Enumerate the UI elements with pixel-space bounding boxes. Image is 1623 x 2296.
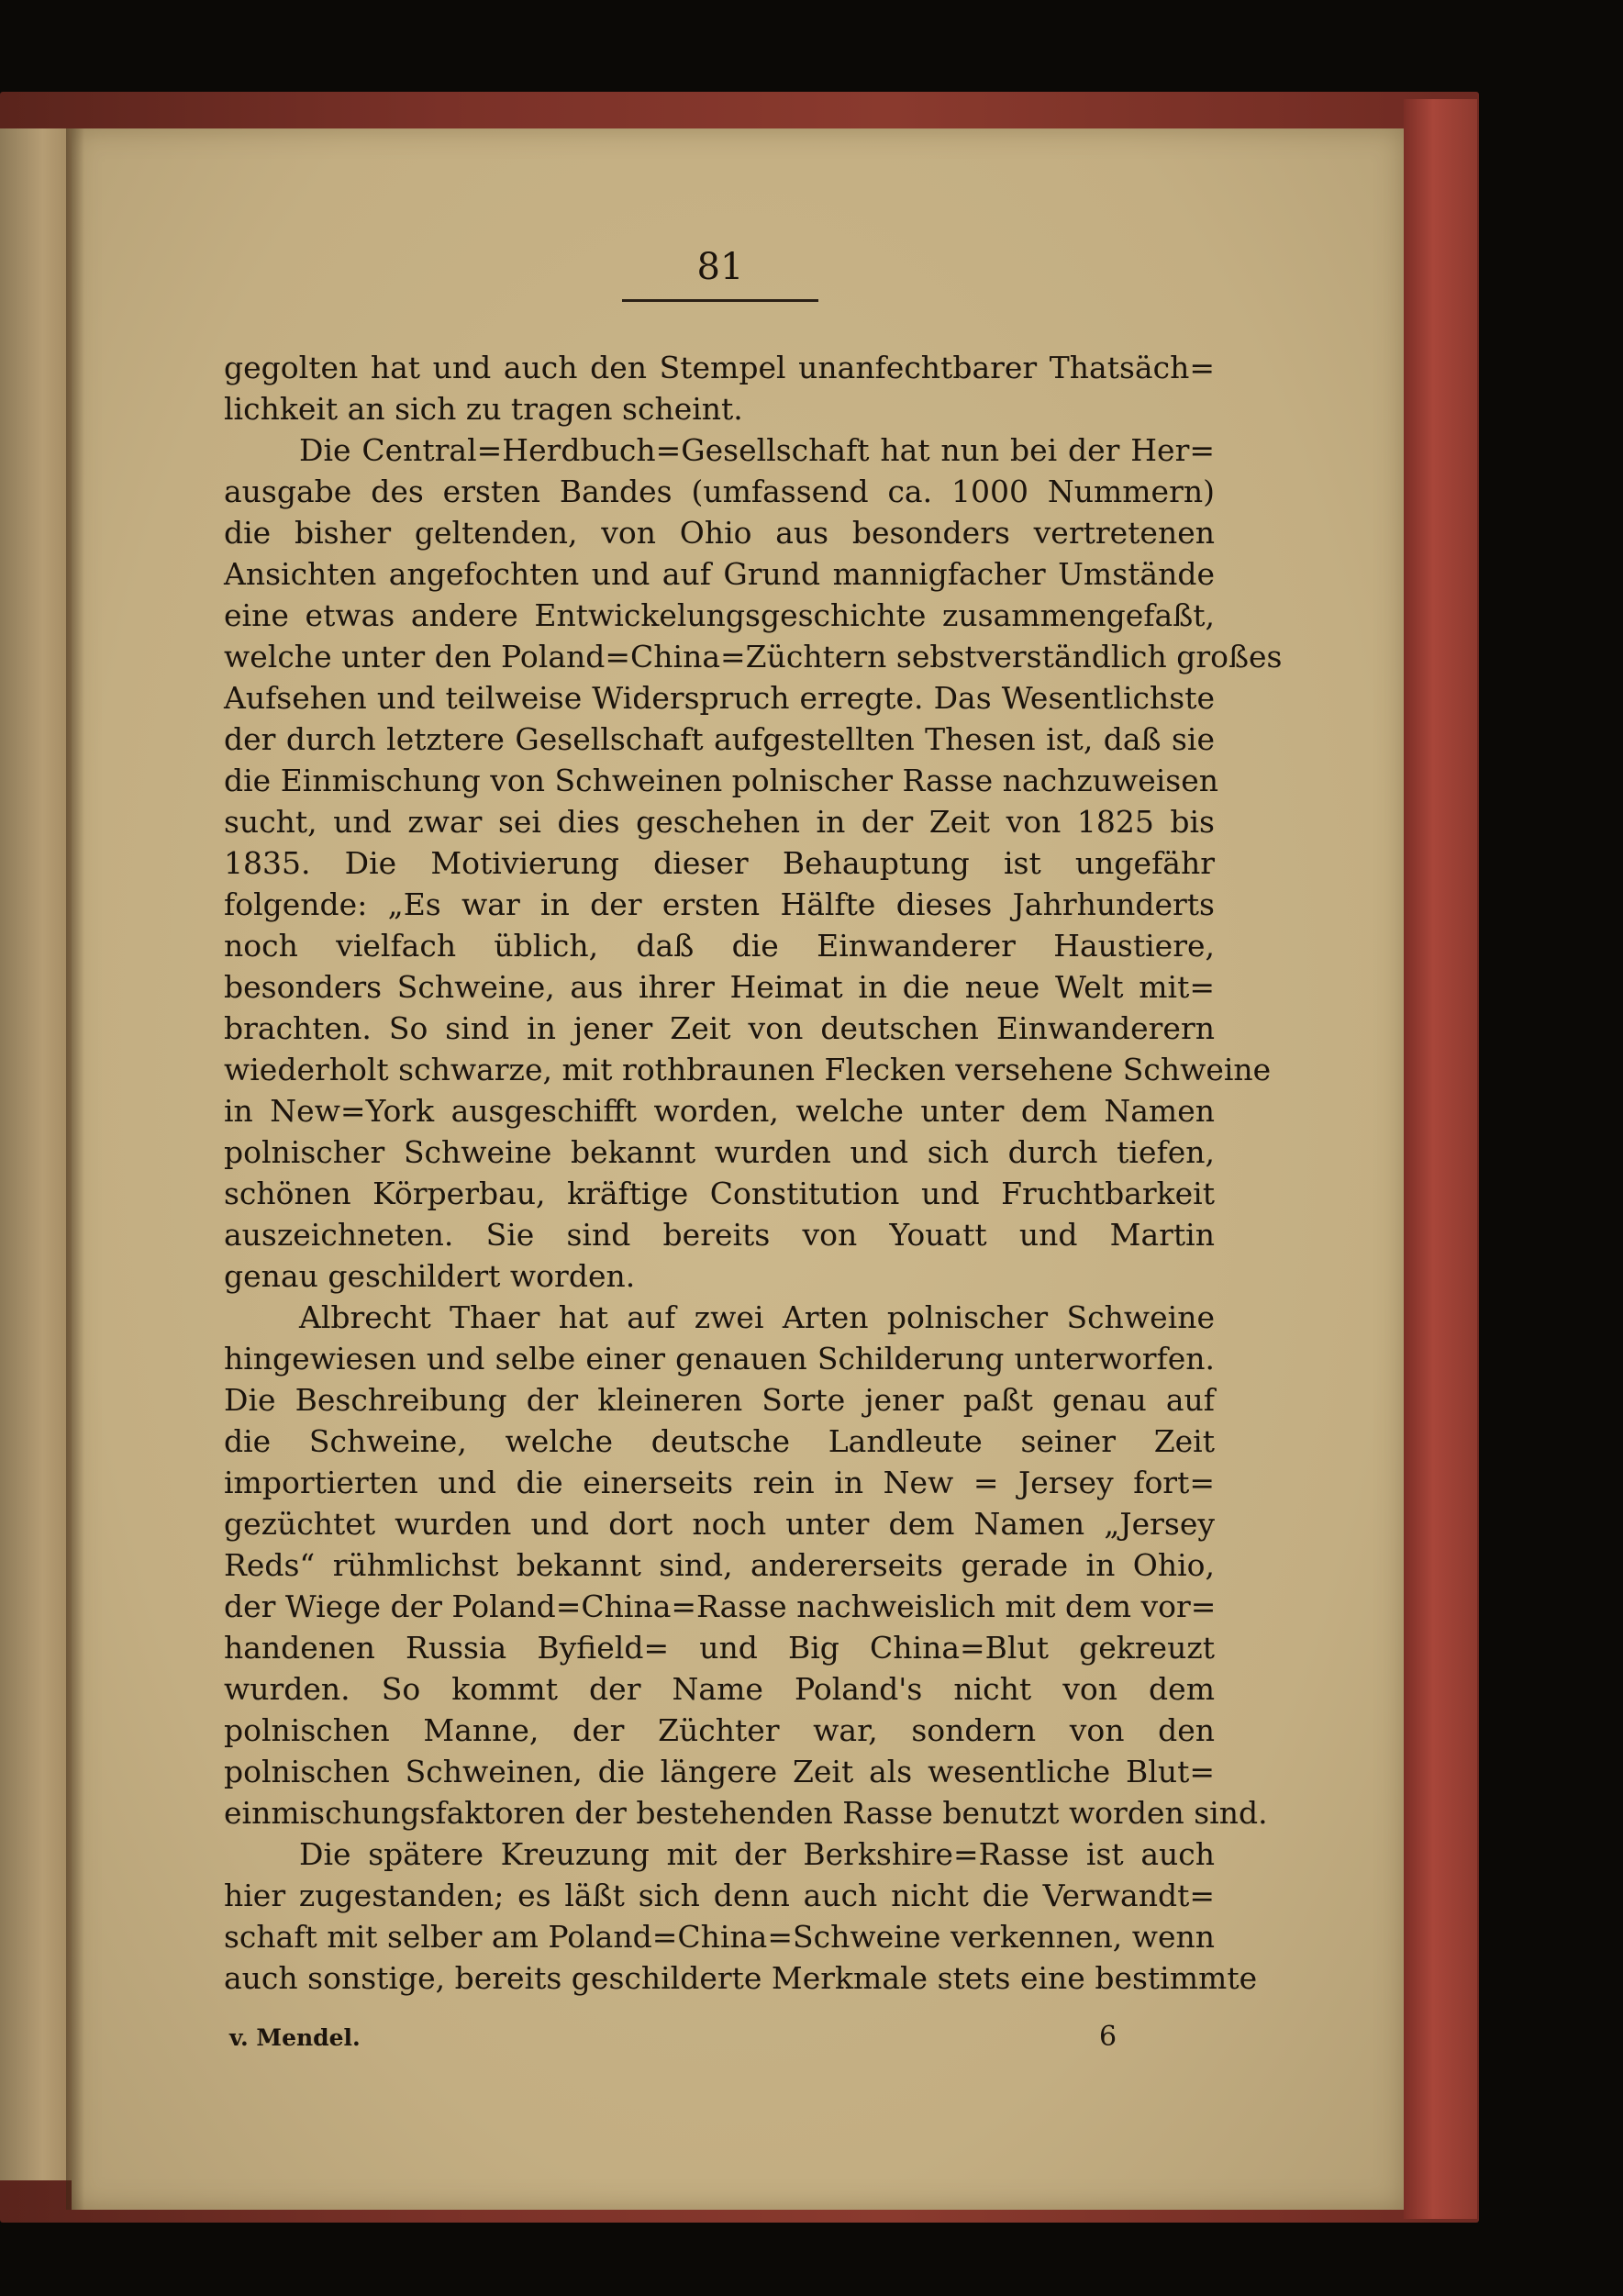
body-text [224, 347, 1283, 1999]
text-line: schönen Körperbau, kräftige Constitution und Fruchtbarkeit [224, 1176, 1215, 1211]
text-line: Die Central=Herdbuch=Gesellschaft hat nun bei der Her= [299, 432, 1215, 468]
text-line: in New=York ausgeschifft worden, welche unter dem Namen [224, 1093, 1215, 1129]
text-line: der durch letztere Gesellschaft aufgestellten Thesen ist, daß sie [224, 721, 1215, 757]
text-line: wurden. So kommt der Name Poland's nicht von dem [224, 1671, 1215, 1707]
text-line: ausgabe des ersten Bandes (umfassend ca. 1000 Nummern) [224, 474, 1215, 509]
text-line: hingewiesen und selbe einer genauen Schilderung unterworfen. [224, 1341, 1215, 1376]
text-line: schaft mit selber am Poland=China=Schweine verkennen, wenn [224, 1919, 1215, 1955]
text-line: gezüchtet wurden und dort noch unter dem Namen „Jersey [224, 1506, 1215, 1542]
text-line: Albrecht Thaer hat auf zwei Arten polnischer Schweine [299, 1299, 1215, 1335]
text-line: polnischen Schweinen, die längere Zeit als wesentliche Blut= [224, 1754, 1215, 1789]
text-line: polnischer Schweine bekannt wurden und sich durch tiefen, [224, 1134, 1215, 1170]
text-line: die Schweine, welche deutsche Landleute seiner Zeit [224, 1423, 1215, 1459]
footer-author: v. Mendel. [229, 2024, 361, 2051]
text-line: die Einmischung von Schweinen polnischer Rasse nachzuweisen [224, 763, 1219, 798]
page-stack-edge [0, 128, 72, 2180]
text-line: einmischungsfaktoren der bestehenden Rasse benutzt worden sind. [224, 1795, 1268, 1831]
text-line: importierten und die einerseits rein in New = Jersey fort= [224, 1465, 1215, 1500]
text-line: sucht, und zwar sei dies geschehen in der Zeit von 1825 bis [224, 804, 1215, 840]
text-line: polnischen Manne, der Züchter war, sondern von den [224, 1712, 1215, 1748]
text-line: welche unter den Poland=China=Züchtern sebstverständlich großes [224, 639, 1283, 674]
text-line: die bisher geltenden, von Ohio aus besonders vertretenen [224, 515, 1215, 551]
text-line: Die Beschreibung der kleineren Sorte jener paßt genau auf [224, 1382, 1215, 1418]
text-line: folgende: „Es war in der ersten Hälfte dieses Jahrhunderts [224, 886, 1215, 922]
text-line: Die spätere Kreuzung mit der Berkshire=Rasse ist auch [299, 1836, 1215, 1872]
text-line: 1835. Die Motivierung dieser Behauptung ist ungefähr [224, 845, 1215, 881]
text-line: genau geschildert worden. [224, 1258, 636, 1294]
text-line: Reds“ rühmlichst bekannt sind, andererseits gerade in Ohio, [224, 1547, 1215, 1583]
text-line: noch vielfach üblich, daß die Einwanderer Haustiere, [224, 928, 1215, 964]
page-number-rule [622, 299, 818, 302]
text-line: auszeichneten. Sie sind bereits von Youatt und Martin [224, 1217, 1215, 1253]
footer-signature: 6 [1099, 2021, 1117, 2053]
text-line: gegolten hat und auch den Stempel unanfechtbarer Thatsäch= [224, 350, 1215, 385]
text-line: besonders Schweine, aus ihrer Heimat in die neue Welt mit= [224, 969, 1215, 1005]
page-number: 81 [696, 246, 744, 288]
text-line: hier zugestanden; es läßt sich denn auch nicht die Verwandt= [224, 1878, 1215, 1913]
text-line: Ansichten angefochten und auf Grund mannigfacher Umstände [224, 556, 1215, 592]
text-line: eine etwas andere Entwickelungsgeschichte zusammengefaßt, [224, 597, 1215, 633]
text-line: der Wiege der Poland=China=Rasse nachweislich mit dem vor= [224, 1588, 1217, 1624]
text-line: handenen Russia Byfield= und Big China=Blut gekreuzt [224, 1630, 1215, 1666]
book-cover-edge [1404, 99, 1477, 2219]
gutter-shadow [66, 128, 84, 2210]
text-line: brachten. So sind in jener Zeit von deutschen Einwanderern [224, 1010, 1215, 1046]
text-line: Aufsehen und teilweise Widerspruch erregte. Das Wesentlichste [224, 680, 1215, 716]
text-line: lichkeit an sich zu tragen scheint. [224, 391, 743, 427]
text-line: wiederholt schwarze, mit rothbraunen Flecken versehene Schweine [224, 1052, 1272, 1087]
text-line: auch sonstige, bereits geschilderte Merkmale stets eine bestimmte [224, 1960, 1258, 1996]
